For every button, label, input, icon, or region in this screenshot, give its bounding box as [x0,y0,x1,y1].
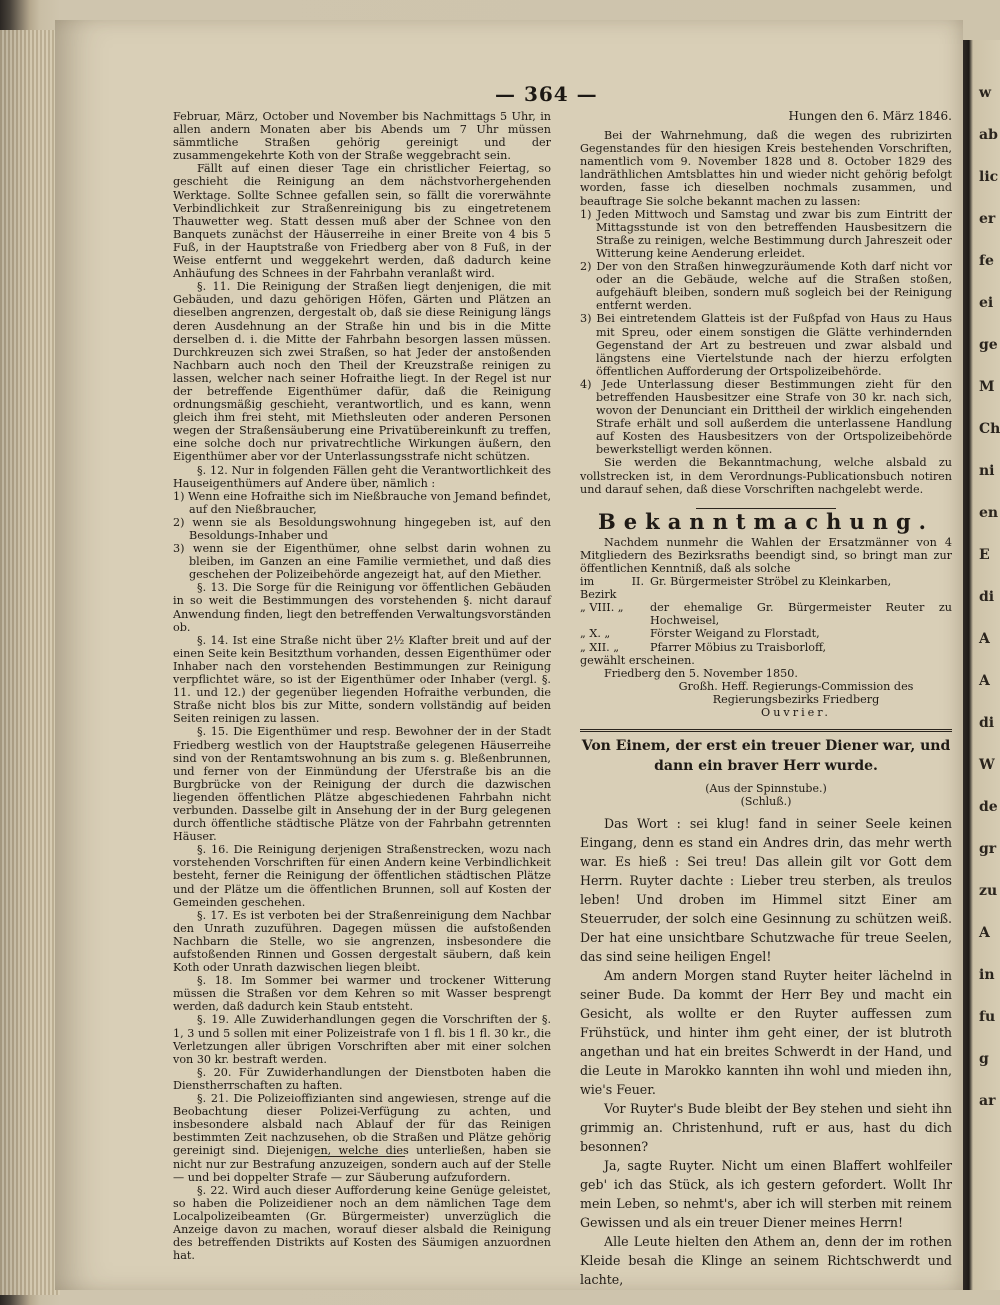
announcement-date: Friedberg den 5. November 1850. [604,666,798,680]
facing-page-text-fragment: A [979,925,990,941]
left-paragraph: §. 22. Wird auch dieser Aufforderung keine Genüge geleistet, so haben die Polizeidiener noch an dem nämlichen Tage dem Localpolizeibeamten (Gr. Bürgermeister) unverzüglich die Anzeige davon zu machen, worauf dieser alsbald die Reinigung des betreffenden Distrikts auf Kosten des Säumigen anzuordnen hat. [173,1183,551,1263]
facing-page-text-fragment: M [979,379,995,395]
facing-page-text-fragment: A [979,631,990,647]
announcement-list-row [580,575,952,601]
left-paragraph: 3) wenn sie der Eigenthümer, ohne selbst darin wohnen zu bleiben, im Ganzen an eine Familie vermiethet, und daß dies geschehen der Polizeibehörde angezeigt hat, auf den Miether. [173,542,551,582]
left-paragraph: §. 11. Die Reinigung der Straßen liegt denjenigen, die mit Gebäuden, und dazu gehörigen Höfen, Gärten und Plätzen an dieselben angrenzen, dergestalt ob, daß sie diese Reinigung längs deren Ausdehnung an der Straße hin und bis in die Mitte derselben d. i. die Mitte der Fahrbahn besorgen lassen müssen. Durchkreuzen sich zwei Straßen, so hat Jeder der anstoßenden Nachbarn auch noch den Theil der Kreuzstraße reinigen zu lassen, welcher nach seiner Hofraithe liegt. In der Regel ist nur der betreffende Eigenthümer dafür, daß die Reinigung ordnungsmäßig geschieht, verantwortlich, und es kann, wenn gleich ihm frei steht, mit Miethsleuten oder anderen Personen wegen der Straßensäuberung eine Privatübereinkunft zu treffen, eine solche doch nur privatrechtliche Wirkungen äußern, den Eigenthümer aber vor der Unterlassungsstrafe nicht schützen. [173,280,551,464]
facing-page-text-fragment: er [979,211,996,227]
decree-item: 1) Jeden Mittwoch und Samstag und zwar bis zum Eintritt der Mittagsstunde ist von den betreffenden Hausbesitzern die Straße zu reinigen, welche Bestimmung durch Jahreszeit oder Witterung keine Aenderung erleidet. [580,207,952,260]
facing-page-text-fragment: zu [979,883,998,899]
facing-page-text-fragment: ar [979,1093,996,1109]
column-end-rule [315,1156,405,1157]
left-column [173,110,551,1262]
facing-page-text-fragment: g [979,1051,989,1067]
district-label: „ VIII. „ [580,601,624,615]
story-title: Von Einem, der erst ein treuer Diener war, und dann ein braver Herr wurde. [581,738,951,775]
facing-page-text-fragment: w [979,85,992,101]
facing-page-text-fragment: Ch [979,421,1000,437]
member-name: Förster Weigand zu Florstadt, [650,627,820,641]
story-paragraph: Vor Ruyter's Bude bleibt der Bey stehen und sieht ihn grimmig an. Christenhund, ruft er aus, hast du dich besonnen? [580,1101,952,1155]
facing-page-text-fragment: en [979,505,999,521]
story-source: (Aus der Spinnstube.) [705,782,827,796]
decree-items [580,208,952,457]
facing-page-text-fragment: ab [979,127,998,143]
left-paragraph: §. 12. Nur in folgenden Fällen geht die Verantwortlichkeit des Hauseigenthümers auf Andere über, nämlich : [173,463,551,490]
story-divider [580,729,952,732]
facing-page-text-fragment: ge [979,337,998,353]
announcement-list-row [580,641,952,654]
facing-page-text-fragment: di [979,715,995,731]
facing-page-text-fragment: E [979,547,990,563]
decree-item: 3) Bei eintretendem Glatteis ist der Fußpfad von Haus zu Haus mit Spreu, oder einem sonstigen die Glätte verhindernden Gegenstand der Art zu bestreuen und zwar alsbald und längstens eine Viertelstunde nach der hierzu erfolgten öffentlichen Aufforderung der Ortspolizeibehörde. [580,312,952,378]
facing-page-fragment [963,40,1000,1290]
story-part: (Schluß.) [740,795,792,809]
decree-intro: Bei der Wahrnehmung, daß die wegen des rubrizirten Gegenstandes für den hiesigen Kreis bestehenden Vorschriften, namentlich vom 9. November 1828 und 8. October 1829 des landräthlichen Amtsblattes hin und wieder nicht gehörig befolgt worden, fasse ich dieselben nochmals zusammen, und beauftrage Sie solche bekannt machen zu lassen: [580,129,952,208]
left-paragraph: 2) wenn sie als Besoldungswohnung hingegeben ist, auf den Besoldungs-Inhaber und [173,515,551,542]
left-paragraph: 1) Wenn eine Hofraithe sich im Nießbrauche von Jemand befindet, auf den Nießbraucher, [173,489,551,516]
left-paragraph: §. 15. Die Eigenthümer und resp. Bewohner der in der Stadt Friedberg westlich von der Hauptstraße gelegenen Häuserreihe sind von der Rentamtswohnung an bis zum s. g. Bleßenbrunnen, und ferner von der Einmündung der Uferstraße bis an die Burgbrücke von der Reinigung der durch die dazwischen liegenden öffentlichen Plätze abgeschiedenen Fahrbahn nicht verbunden. Dasselbe gilt in Ansehung der in der Burg gelegenen durch öffentliche städtische Plätze von der Fahrbahn getrennten Häuser. [173,725,551,844]
announcement-list-row [580,627,952,640]
district-label: „ X. „ [580,627,611,641]
story-paragraph: Ja, sagte Ruyter. Nicht um einen Blaffert wohlfeiler geb' ich das Stück, als ich gestern gefordert. Wollt Ihr mein Leben, so nehmt's, aber ich will sterben mit reinem Gewissen und als ein treuer Diener meines Herrn! [580,1158,952,1231]
district-label: „ XII. „ [580,640,620,654]
decree-item: 2) Der von den Straßen hinwegzuräumende Koth darf nicht vor oder an die Gebäude, welche auf die Straßen stoßen, aufgehäuft bleiben, sondern muß sogleich bei der Reinigung entfernt werden. [580,260,952,313]
left-paragraph: §. 16. Die Reinigung derjenigen Straßenstrecken, wozu nach vorstehenden Vorschriften für einen Andern keine Verbindlichkeit besteht, ferner die Reinigung der öffentlichen städtischen Plätze und der Plätze um die öffentlichen Brunnen, soll auf Kosten der Gemeinden geschehen. [173,843,551,909]
announcement-signature: Ouvrier. [761,706,831,720]
left-paragraph: §. 14. Ist eine Straße nicht über 2½ Klafter breit und auf der einen Seite kein Besitzthum vorhanden, dessen Eigenthümer oder Inhaber nach den vorstehenden Bestimmungen zur Reinigung verpflichtet wäre, so ist der Eigenthümer oder Inhaber (vergl. §. 11. und 12.) der gegenüber liegenden Hofraithe verbunden, die Straße nicht blos bis zur Mitte, sondern vollständig auf beiden Seiten reinigen zu lassen. [173,633,551,726]
announcement-authority: Großh. Heff. Regierungs-Commission des Regierungsbezirks Friedberg [678,679,914,706]
decree-closing: Sie werden die Bekanntmachung, welche alsbald zu vollstrecken ist, in dem Verordnungs-Publicationsbuch notiren und darauf sehen, daß diese Vorschriften nachgelebt werde. [580,456,952,496]
right-column [580,110,952,1289]
district-label: im II. Bezirk [580,575,644,602]
facing-page-text-fragment: ei [979,295,994,311]
left-paragraph: §. 20. Für Zuwiderhandlungen der Dienstboten haben die Dienstherrschaften zu haften. [173,1065,551,1092]
announcement-intro: Nachdem nunmehr die Wahlen der Ersatzmänner von 4 Mitgliedern des Bezirksraths beendigt sind, so bringt man zur öffentlichen Kenntniß, daß als solche [580,535,952,575]
member-name: der ehemalige Gr. Bürgermeister Reuter zu Hochweisel, [650,601,952,628]
announcement-elected: gewählt erscheinen. [580,653,695,667]
announcement-title: Bekanntmachung. [598,508,934,534]
page-number: — 364 — [495,82,598,106]
left-paragraph: Fällt auf einen dieser Tage ein christlicher Feiertag, so geschieht die Reinigung an dem nächstvorhergehenden Werktage. Sollte Schnee gefallen sein, so fällt die vorerwähnte Verbindlichkeit zur Straßenreinigung bis zu eingetretenem Thauwetter weg. Statt dessen muß aber der Schnee von den Banquets zunächst der Häuserreihe in einer Breite von 4 bis 5 Fuß, in der Hauptstraße von Friedberg aber von 8 Fuß, in der Weise entfernt und weggekehrt werden, daß dadurch keine Anhäufung des Schnees in der Fahrbahn veranlaßt wird. [173,162,551,281]
dateline: Hungen den 6. März 1846. [788,109,952,123]
announcement-list [580,575,952,654]
facing-page-text-fragment: fe [979,253,994,269]
member-name: Pfarrer Möbius zu Traisborloff, [650,640,827,654]
facing-page-text-fragment: A [979,673,990,689]
facing-page-text-fragment: fu [979,1009,996,1025]
facing-page-text-fragment: gr [979,841,997,857]
facing-page-text-fragment: de [979,799,998,815]
facing-page-text-fragment: lic [979,169,999,185]
story-paragraph: Das Wort : sei klug! fand in seiner Seele keinen Eingang, denn es stand ein Andres drin, das mehr werth war. Es hieß : Sei treu! Das allein gilt vor Gott dem Herrn. Ruyter dachte : Lieber treu sterben, als treulos leben! Und droben im Himmel sitzt Einer am Steuerruder, der solch eine Gesinnung zu schützen weiß. Der hat eine unsichtbare Schutzwache für treue Seelen, das sind seine heiligen Engel! [580,816,952,965]
left-paragraph: Februar, März, October und November bis Nachmittags 5 Uhr, in allen andern Monaten aber bis Abends um 7 Uhr müssen sämmtliche Straßen gehörig gereinigt und der zusammengekehrte Koth von der Straße weggebracht sein. [173,110,551,163]
left-paragraph: §. 13. Die Sorge für die Reinigung vor öffentlichen Gebäuden in so weit die Bestimmungen des vorstehenden §. nicht darauf Anwendung finden, liegt den betreffenden Verwaltungsvorständen ob. [173,581,551,634]
facing-page-text-fragment: in [979,967,995,983]
left-paragraph: §. 21. Die Polizeioffizianten sind angewiesen, strenge auf die Beobachtung dieser Polizei-Verfügung zu achten, und insbesondere alsbald nach Ablauf der für das Reinigen bestimmten Zeit nachzusehen, ob die Straßen und Plätze gehörig gereinigt sind. Diejenigen, welche dies unterließen, haben sie nicht nur zur Bestrafung anzuzeigen, sondern auch auf der Stelle — und bei doppelter Strafe — zur Säuberung aufzufordern. [173,1092,551,1184]
story-paragraph: Am andern Morgen stand Ruyter heiter lächelnd in seiner Bude. Da kommt der Herr Bey und macht ein Gesicht, als wollte er den Ruyter auffessen zum Frühstück, und hinter ihm geht einer, der ist blutroth angethan und hat ein breites Schwerdt in der Hand, und die Leute in Marokko kannten ihn wohl und mieden ihn, wie's Feuer. [580,968,952,1098]
story-body [580,814,952,1289]
decree-item: 4) Jede Unterlassung dieser Bestimmungen zieht für den betreffenden Hausbesitzer eine Strafe von 30 kr. nach sich, wovon der Denunciant ein Drittheil der wirklich eingehenden Strafe erhält und soll außerdem die unterlassene Handlung auf Kosten des Hausbesitzers von der Ortspolizeibehörde bewerkstelligt werden können. [580,377,952,457]
member-name: Gr. Bürgermeister Ströbel zu Kleinkarben, [650,575,892,589]
left-paragraph: §. 18. Im Sommer bei warmer und trockener Witterung müssen die Straßen vor dem Kehren so mit Wasser besprengt werden, daß dadurch kein Staub entsteht. [173,974,551,1014]
announcement-list-row [580,601,952,627]
story-paragraph: Alle Leute hielten den Athem an, denn der im rothen Kleide besah die Klinge an seinem Richtschwerdt und lachte, [580,1234,952,1288]
facing-page-text-fragment: ni [979,463,995,479]
left-paragraph: §. 17. Es ist verboten bei der Straßenreinigung dem Nachbar den Unrath zuzuführen. Dagegen müssen die aufstoßenden Nachbarn die Stelle, wo sie angrenzen, insbesondere die aufstoßenden Rinnen und Gossen dergestalt säubern, daß kein Koth oder Unrath dazwischen liegen bleibt. [173,908,551,975]
page-edge-stack [0,30,60,1295]
facing-page-text-fragment: W [979,757,995,773]
left-paragraph: §. 19. Alle Zuwiderhandlungen gegen die Vorschriften der §. 1, 3 und 5 sollen mit einer Polizeistrafe von 1 fl. bis 1 fl. 30 kr., die Verletzungen aller übrigen Vorschriften aber mit einer solchen von 30 kr. bestraft werden. [173,1013,551,1066]
facing-page-text-fragment: di [979,589,995,605]
